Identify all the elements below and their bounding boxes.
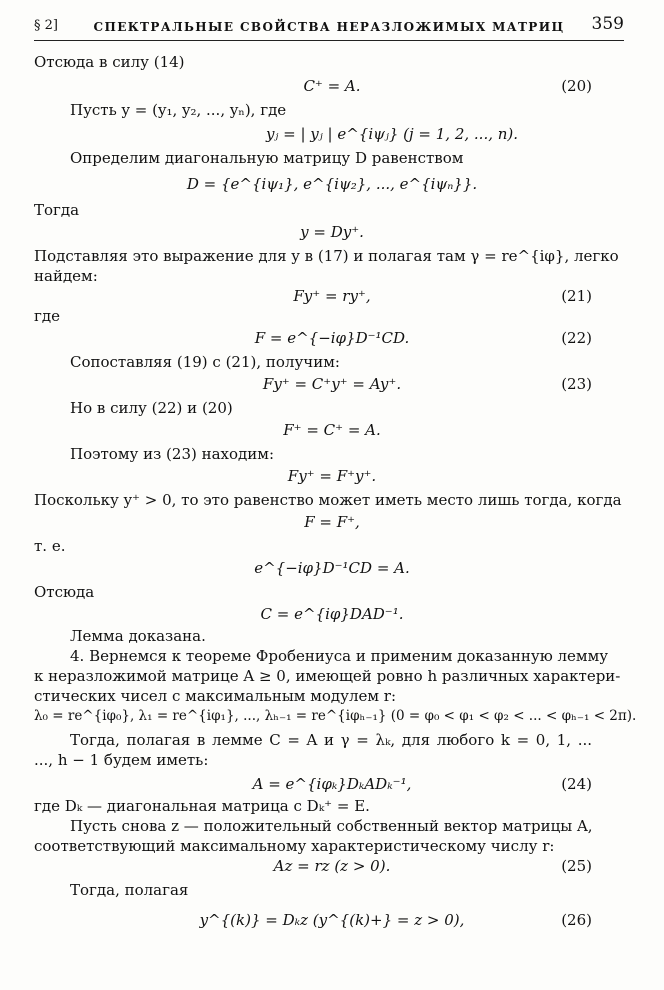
text-line: стических чисел с максимальным модулем r: xyxy=(34,687,397,705)
text-line: Пусть y = (y₁, y₂, ..., yₙ), где xyxy=(70,101,287,119)
formula-21 xyxy=(0,286,664,306)
formula: F⁺ = C⁺ = A. xyxy=(283,421,381,439)
formula: e^{−iφ}D⁻¹CD = A. xyxy=(254,559,410,577)
text-line: Определим диагональную матрицу D равенством xyxy=(70,149,464,167)
text-line: Тогда, полагая в лемме C = A и γ = λₖ, для любого k = 0, 1, ... xyxy=(70,731,592,749)
formula-text: C⁺ = A. xyxy=(303,77,361,95)
text-line: Пусть снова z — положительный собственный вектор матрицы A, xyxy=(70,817,593,835)
text-line: Поэтому из (23) находим: xyxy=(70,445,274,463)
formula: Fy⁺ = F⁺y⁺. xyxy=(287,467,377,485)
text-line: Поскольку y⁺ > 0, то это равенство может иметь место лишь тогда, когда xyxy=(34,491,622,509)
equation-number: (20) xyxy=(561,77,592,95)
formula-20 xyxy=(0,76,664,96)
formula-23 xyxy=(0,374,664,394)
formula-25 xyxy=(0,856,664,876)
formula-text: A = e^{iφₖ}DₖADₖ⁻¹, xyxy=(252,775,412,793)
formula: F = F⁺, xyxy=(304,513,360,531)
text-line: Тогда xyxy=(34,201,80,219)
text-line: где Dₖ — диагональная матрица с Dₖ⁺ = E. xyxy=(34,797,370,815)
formula-text: Az = rz (z > 0). xyxy=(273,857,391,875)
formula-text: Fy⁺ = C⁺y⁺ = Ay⁺. xyxy=(262,375,402,393)
formula: λ₀ = re^{iφ₀}, λ₁ = re^{iφ₁}, ..., λₕ₋₁ = re^{iφₕ₋₁} (0 = φ₀ < φ₁ < φ₂ < ... < φₕ₋₁ < 2π). xyxy=(34,708,637,724)
text-line: т. е. xyxy=(34,537,66,555)
equation-number: (23) xyxy=(561,375,592,393)
equation-number: (21) xyxy=(561,287,592,305)
text-line: к неразложимой матрице A ≥ 0, имеющей ровно h различных характери- xyxy=(34,667,621,685)
equation-number: (22) xyxy=(561,329,592,347)
formula: D = {e^{iψ₁}, e^{iψ₂}, ..., e^{iψₙ}}. xyxy=(186,175,478,193)
formula-26 xyxy=(0,910,664,930)
equation-number: (26) xyxy=(561,911,592,929)
running-header xyxy=(34,14,624,41)
equation-number: (24) xyxy=(561,775,592,793)
formula-text: Fy⁺ = ry⁺, xyxy=(293,287,371,305)
formula: yⱼ = | yⱼ | e^{iψⱼ} (j = 1, 2, ..., n). xyxy=(265,125,519,143)
formula-24 xyxy=(0,774,664,794)
text-line: 4. Вернемся к теореме Фробениуса и применим доказанную лемму xyxy=(70,647,609,665)
equation-number: (25) xyxy=(561,857,592,875)
page-number: 359 xyxy=(591,14,624,34)
text-line: где xyxy=(34,307,60,325)
text-line: найдем: xyxy=(34,267,98,285)
formula-22 xyxy=(0,328,664,348)
text-line: Сопоставляя (19) с (21), получим: xyxy=(70,353,340,371)
formula: y = Dy⁺. xyxy=(300,223,364,241)
section-mark: § 2] xyxy=(34,18,58,33)
text-line: Подставляя это выражение для y в (17) и полагая там γ = re^{iφ}, легко xyxy=(34,247,619,265)
text-line: соответствующий максимальному характеристическому числу r: xyxy=(34,837,555,855)
text-line: Отсюда xyxy=(34,583,95,601)
text-line: Но в силу (22) и (20) xyxy=(70,399,233,417)
text-line: Лемма доказана. xyxy=(70,627,206,645)
formula-text: F = e^{−iφ}D⁻¹CD. xyxy=(254,329,410,347)
formula: C = e^{iφ}DAD⁻¹. xyxy=(260,605,404,623)
text-line: Отсюда в силу (14) xyxy=(34,53,185,71)
running-title: СПЕКТРАЛЬНЫЕ СВОЙСТВА НЕРАЗЛОЖИМЫХ МАТРИЦ xyxy=(93,20,565,34)
text-line: Тогда, полагая xyxy=(70,881,189,899)
formula-text: y^{(k)} = Dₖz (y^{(k)+} = z > 0), xyxy=(199,911,465,929)
text-line: ..., h − 1 будем иметь: xyxy=(34,751,209,769)
